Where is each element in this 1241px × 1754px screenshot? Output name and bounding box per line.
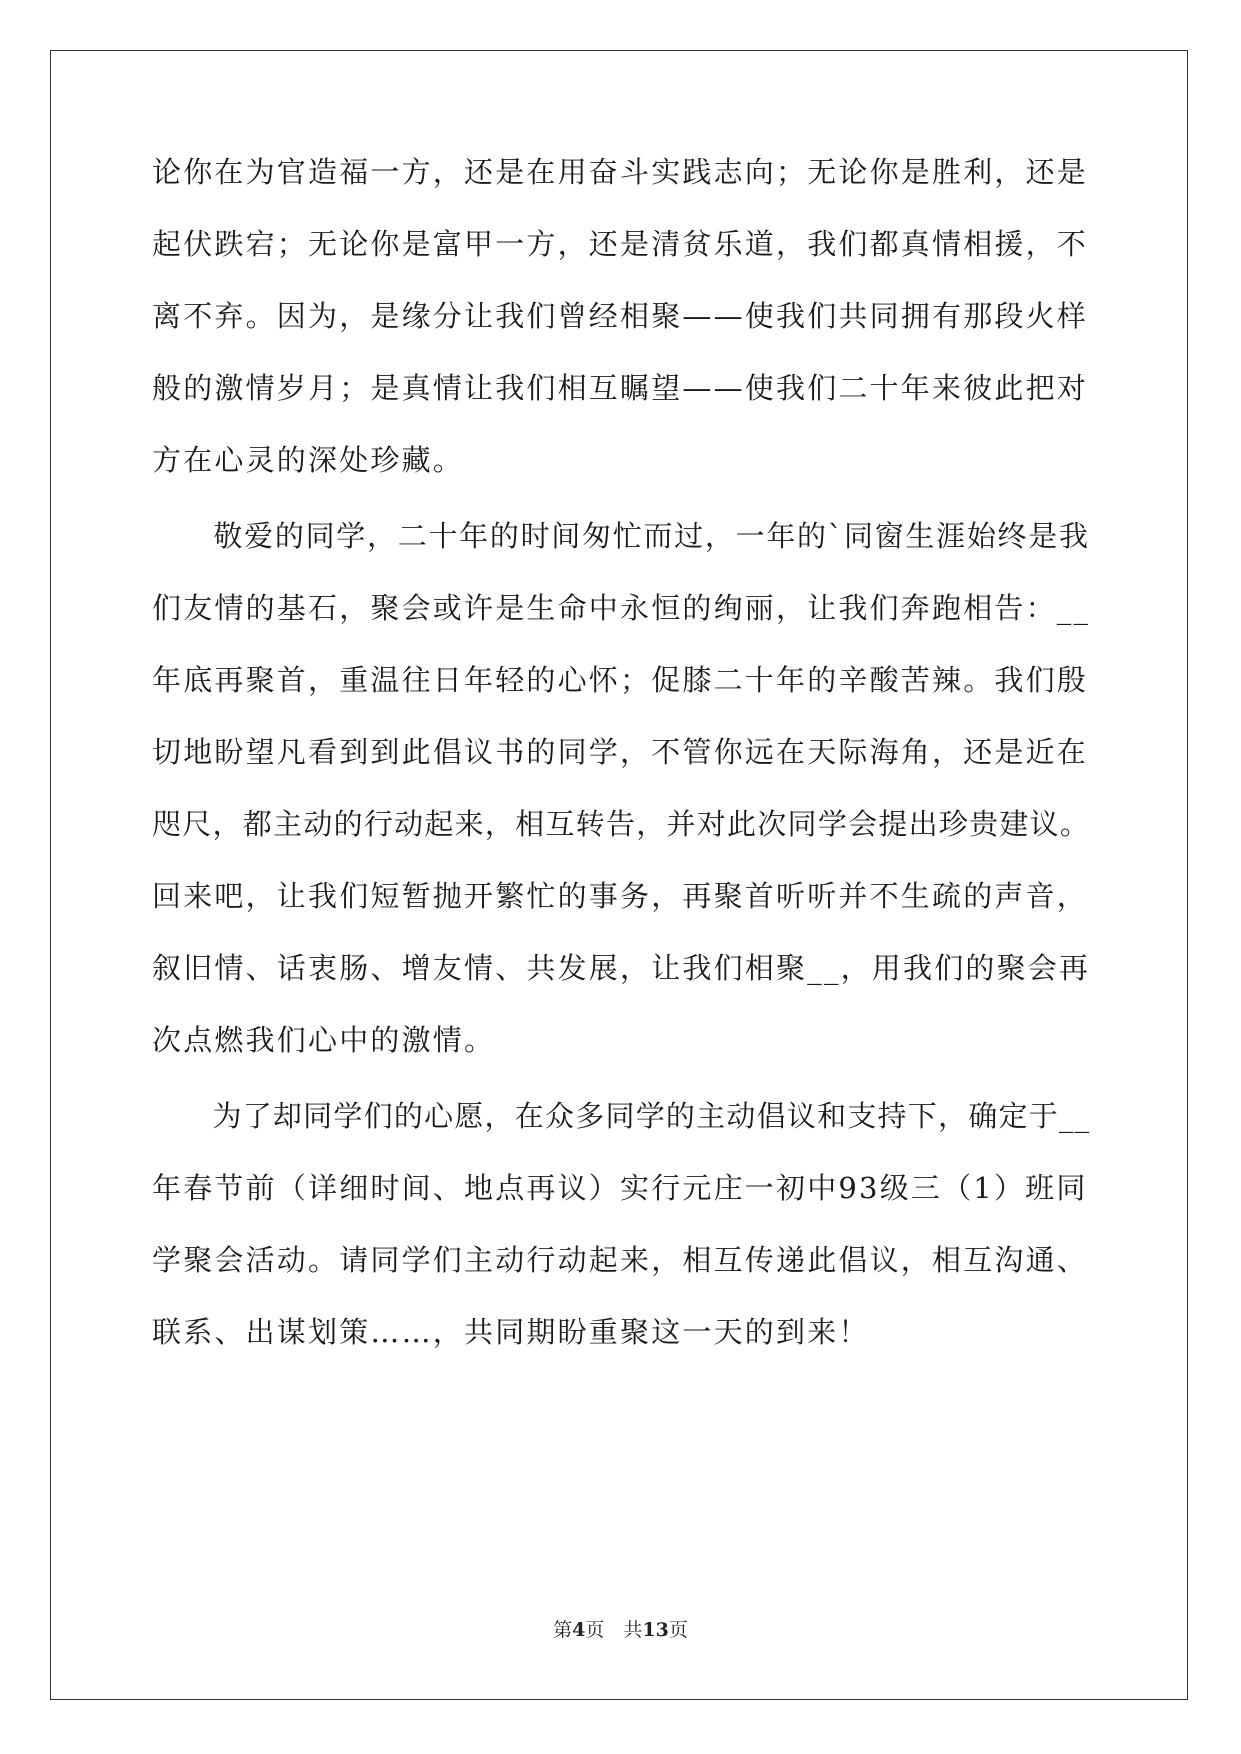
total-page-count: 13 [642,1619,669,1641]
text-line: 离不弃。因为，是缘分让我们曾经相聚——使我们共同拥有那段火样 [152,299,1089,333]
footer-prefix: 第 [553,1619,573,1641]
text-line: 叙旧情、话衷肠、增友情、共发展，让我们相聚__，用我们的聚会再 [152,951,1091,985]
text-line: 敬爱的同学，二十年的时间匆忙而过，一年的`同窗生涯始终是我 [152,519,1090,553]
text-line: 般的激情岁月；是真情让我们相互瞩望——使我们二十年来彼此把对 [152,371,1089,405]
text-line: 年春节前（详细时间、地点再议）实行元庄一初中93级三（1）班同 [152,1171,1088,1205]
text-line: 咫尺，都主动的行动起来，相互转告，并对此次同学会提出珍贵建议。 [152,807,1091,841]
text-line: 次点燃我们心中的激情。 [152,1023,496,1057]
footer-page-suffix: 页 共 [585,1619,643,1641]
text-line: 方在心灵的深处珍藏。 [152,443,465,477]
text-line: 联系、出谋划策……，共同期盼重聚这一天的到来！ [152,1315,870,1349]
text-line: 年底再聚首，重温往日年轻的心怀；促膝二十年的辛酸苦辣。我们殷 [152,663,1089,697]
footer-total-suffix: 页 [668,1619,688,1641]
text-line: 切地盼望凡看到到此倡议书的同学，不管你远在天际海角，还是近在 [152,735,1089,769]
text-line: 为了却同学们的心愿，在众多同学的主动倡议和支持下，确定于__ [152,1099,1091,1133]
text-line: 起伏跌宕；无论你是富甲一方，还是清贫乐道，我们都真情相援，不 [152,227,1089,261]
text-line: 回来吧，让我们短暂抛开繁忙的事务，再聚首听听并不生疏的声音， [152,879,1089,913]
text-line: 学聚会活动。请同学们主动行动起来，相互传递此倡议，相互沟通、 [152,1243,1089,1277]
current-page-number: 4 [572,1619,586,1641]
text-line: 们友情的基石，聚会或许是生命中永恒的绚丽，让我们奔跑相告：__ [152,591,1091,625]
text-line: 论你在为官造福一方，还是在用奋斗实践志向；无论你是胜利，还是 [152,155,1089,189]
page-footer [0,1618,1241,1642]
